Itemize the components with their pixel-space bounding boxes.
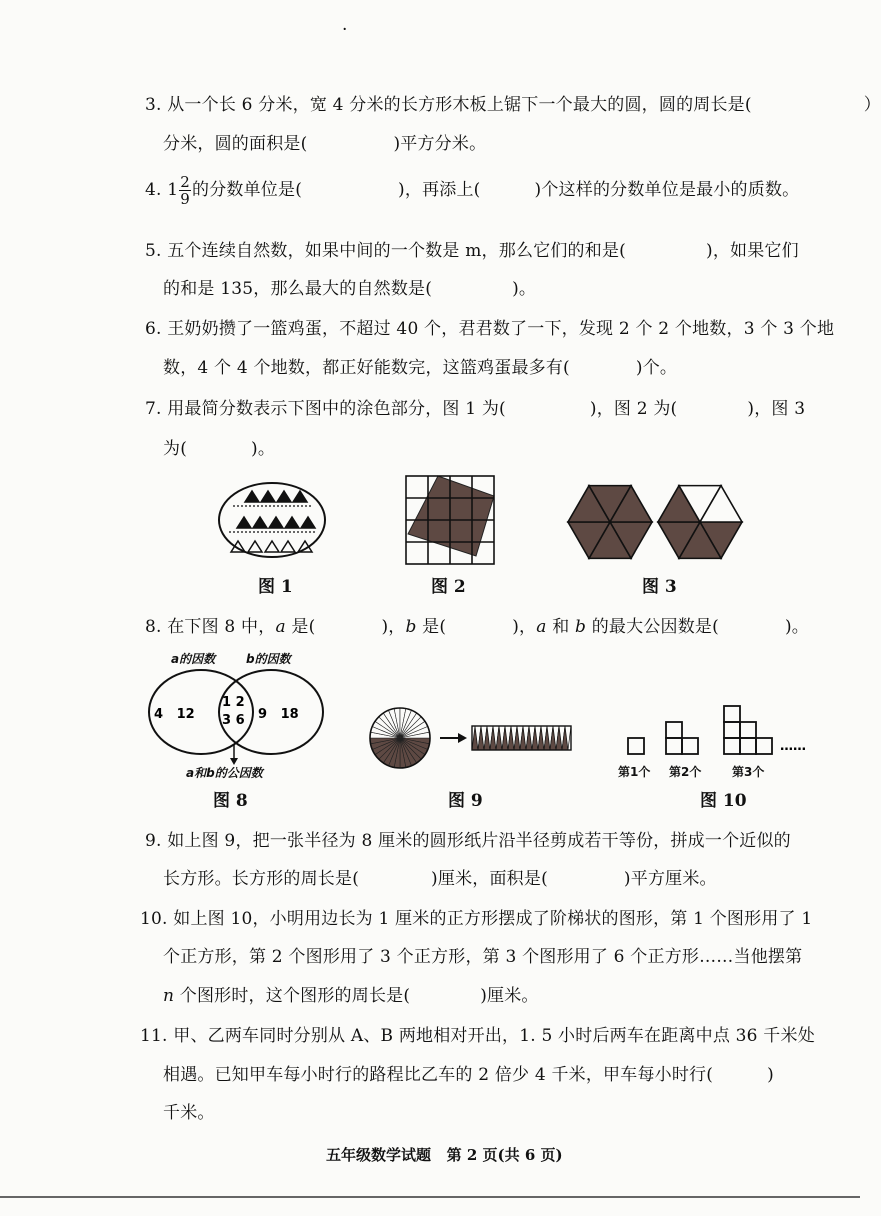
fig9-caption: 图 9 [448,791,483,811]
figure-10 [614,690,814,768]
q10-n-var: n [163,986,175,1006]
q8-f: 和 [546,617,576,637]
approx-rectangle [472,726,571,750]
q3-text1-end: ） [863,95,881,115]
filled-triangle [269,517,283,528]
figure-2 [404,474,496,566]
q6-line1 [145,314,834,339]
q10-text3b: )厘米。 [480,986,539,1006]
q9-line1 [145,826,791,851]
fig3-caption: 图 3 [642,577,677,597]
fig10-caption: 图 10 [700,791,747,811]
q7-text1b: )，图 2 为( [589,399,678,419]
q6-text1: 6. 王奶奶攒了一篮鸡蛋，不超过 40 个，君君数了一下，发现 2 个 2 个地数，3 个 3 个地 [145,319,835,339]
stair1-square [628,738,644,754]
figure-1 [217,480,327,560]
filled-triangles-row2 [237,517,315,528]
filled-triangle [245,491,259,502]
venn-right-numbers: 9 18 [258,707,299,722]
q3-text2a: 分米，圆的面积是( [163,134,308,154]
filled-triangle [277,491,291,502]
fig1-caption: 图 1 [258,577,293,597]
q11-line2 [163,1060,774,1085]
q8-d: 是( [416,617,447,637]
q8-g: 的最大公因数是( [586,617,719,637]
filled-triangle [237,517,251,528]
fig8-label-b: b的因数 [246,652,291,666]
q4-frac-num: 2 [180,173,190,191]
q11-line1 [140,1021,815,1046]
q8-line [145,612,809,637]
q8-b: 是( [285,617,316,637]
q5-text1a: 5. 五个连续自然数，如果中间的一个数是 m，那么它们的和是( [145,241,626,261]
q11-text2a: 相遇。已知甲车每小时行的路程比乙车的 2 倍少 4 千米，甲车每小时行( [163,1065,714,1085]
fig10-step1: 第1个 [618,765,651,779]
q10-text3a: 个图形时，这个图形的周长是( [174,986,411,1006]
q4-part-b: )，再添上( [398,180,481,200]
q7-line2 [163,434,275,459]
q4-line [145,174,799,207]
q6-text2a: 数，4 个 4 个地数，都正好能数完，这篮鸡蛋最多有( [163,358,570,378]
q7-text1c: )，图 3 [747,399,806,419]
q5-text2b: )。 [512,279,537,299]
filled-triangle [285,517,299,528]
q7-text2b: )。 [251,439,276,459]
q11-line3 [163,1098,215,1123]
q11-text2b: ) [767,1065,774,1085]
q11-text1: 11. 甲、乙两车同时分别从 A、B 两地相对开出，1. 5 小时后两车在距离中点 36 千米处 [140,1026,815,1046]
fig10-dots: …… [780,739,806,754]
q10-text1: 10. 如上图 10，小明用边长为 1 厘米的正方形摆成了阶梯状的图形，第 1 个图形用了 1 [140,909,813,929]
filled-triangle [293,491,307,502]
q6-text2b: )个。 [635,358,678,378]
arrow-icon [458,733,467,743]
fig10-step2: 第2个 [669,765,702,779]
q9-text2b: )厘米，面积是( [431,869,548,889]
venn-left-numbers: 4 12 [154,707,195,722]
q5-text2a: 的和是 135，那么最大的自然数是( [163,279,433,299]
fig8-bottom-label: a和b的公因数 [186,766,263,780]
figure-3 [566,478,746,566]
hexagon-full-shaded [568,486,652,559]
q3-line1 [145,90,881,115]
empty-triangle [248,541,262,552]
filled-triangle [261,491,275,502]
q3-text2b: )平方分米。 [393,134,487,154]
q4-frac-den: 9 [180,190,190,208]
empty-triangle [281,541,295,552]
q4-fraction [179,174,191,207]
q10-line1 [140,904,812,929]
q8-b-var: b [405,617,417,637]
q8-e: )， [512,617,537,637]
fig10-step3: 第3个 [732,765,765,779]
fig8-label-a: a的因数 [171,652,216,666]
empty-triangles-row3 [231,541,312,552]
q9-text2a: 长方形。长方形的周长是( [163,869,360,889]
q8-a: 8. 在下图 8 中， [145,617,276,637]
bottom-divider [0,1196,860,1198]
q6-line2 [163,353,677,378]
q10-line3 [163,981,539,1006]
q9-text1: 9. 如上图 9，把一张半径为 8 厘米的圆形纸片沿半径剪成若干等份，拼成一个近似的 [145,831,791,851]
fig2-caption: 图 2 [431,577,466,597]
q4-part-a: 的分数单位是( [192,180,303,200]
q3-line2 [163,129,486,154]
empty-triangle [265,541,279,552]
hexagon-partial-shaded [658,486,742,559]
q7-text1a: 7. 用最简分数表示下图中的涂色部分，图 1 为( [145,399,506,419]
filled-triangles-row1 [245,491,307,502]
q4-part-c: )个这样的分数单位是最小的质数。 [534,180,800,200]
venn-mid-top: 1 2 [222,695,245,710]
figure-9 [368,706,588,776]
header-dot: · [342,20,348,40]
filled-triangle [253,517,267,528]
q8-h: )。 [784,617,810,637]
figure-8-venn [146,666,326,766]
q4-prefix: 4. 1 [145,180,179,200]
q7-line1 [145,394,805,419]
q5-text1b: )，如果它们 [705,241,799,261]
q9-line2 [163,864,717,889]
fig8-caption: 图 8 [213,791,248,811]
venn-mid-bottom: 3 6 [222,713,245,728]
q8-c: )， [381,617,406,637]
q8-a-var: a [275,617,286,637]
sector-circle [370,708,430,768]
q11-text3: 千米。 [163,1103,215,1123]
q3-text1: 3. 从一个长 6 分米，宽 4 分米的长方形木板上锯下一个最大的圆，圆的周长是( [145,95,752,115]
page-footer: 五年级数学试题 第 2 页(共 6 页) [326,1146,563,1164]
q5-line1 [145,236,799,261]
q8-a-var2: a [536,617,547,637]
filled-triangle [301,517,315,528]
q9-text2c: )平方厘米。 [623,869,717,889]
q10-text2: 个正方形，第 2 个图形用了 3 个正方形，第 3 个图形用了 6 个正方形……当他摆第 [163,947,803,967]
q10-line2 [163,942,802,967]
q7-text2a: 为( [163,439,188,459]
q5-line2 [163,274,536,299]
q8-b-var2: b [575,617,587,637]
